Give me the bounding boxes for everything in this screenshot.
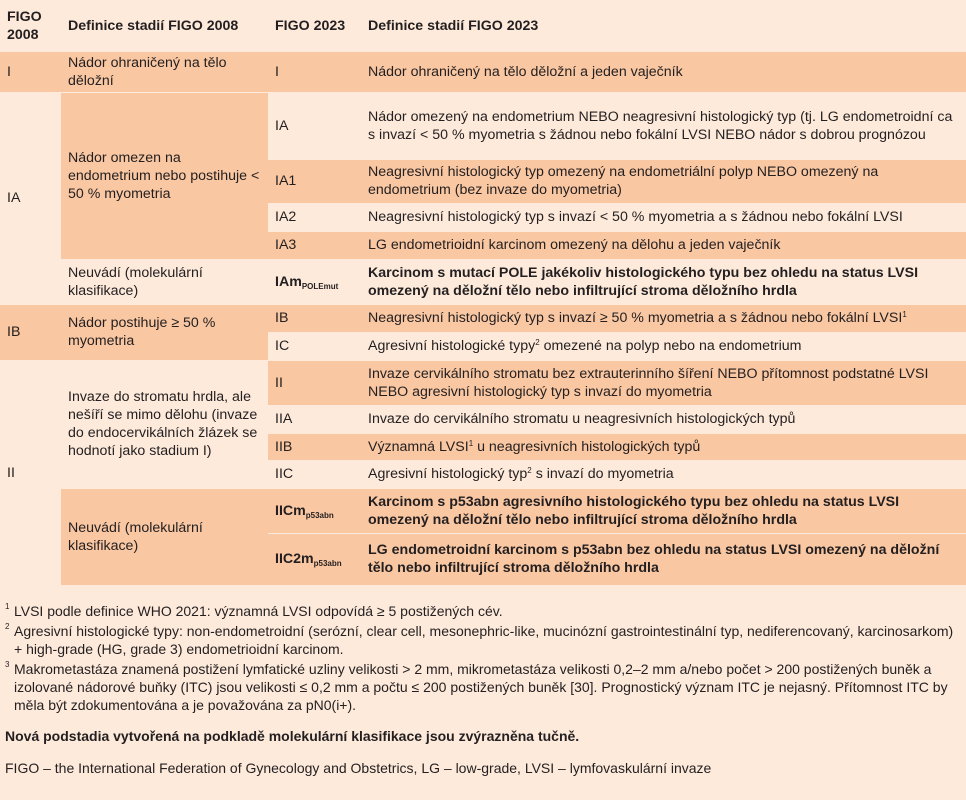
definition-2023-cell: Agresivní histologický typ$^2$ s invazí do myometria bbox=[361, 460, 966, 488]
definition-2023-cell: Karcinom s p53abn agresivního histologického typu bez ohledu na status LVSI omezený na děložní tělo nebo infiltrující stroma děložního hrdla bbox=[361, 488, 966, 533]
definition-2008-cell: Neuvádí (molekulární klasifikace) bbox=[61, 259, 268, 304]
stage-2023-cell: IC bbox=[268, 332, 361, 360]
stage-2008-cell: I bbox=[0, 52, 61, 92]
definition-2008-cell: Nádor ohraničený na tělo děložní bbox=[61, 52, 268, 92]
abbreviations: FIGO – the International Federation of Gynecology and Obstetrics, LG – low-grade, LVSI – lymfovaskulární invaze bbox=[5, 760, 712, 776]
definition-2008-cell: Neuvádí (molekulární klasifikace) bbox=[61, 488, 268, 585]
definition-2008-cell: Invaze do stromatu hrdla, ale nešíří se mimo dělohu (invaze do endocervikálních žlázek se hodnotí jako stadium I) bbox=[61, 360, 268, 488]
footnote-2: 2 Agresivní histologické typy: non-endometroidní (serózní, clear cell, mesonephric-like, mucinózní gastrointestinální typ, nediferencovaný, karcinosarkom) + high-grade (HG, grade 3) endometrioidní karcinom. bbox=[5, 622, 954, 657]
stage-2008-cell: IA bbox=[0, 92, 61, 304]
stage-2023-cell: IA3 bbox=[268, 231, 361, 259]
stage-2023-cell: IA1 bbox=[268, 159, 361, 203]
stage-2023-cell: II bbox=[268, 360, 361, 405]
header-definition-2008: Definice stadií FIGO 2008 bbox=[61, 0, 268, 52]
stage-2008-cell: II bbox=[0, 360, 61, 585]
table-row bbox=[0, 304, 966, 332]
definition-2023-cell: Neagresivní histologický typ omezený na endometriální polyp NEBO omezený na endometrium (bez invaze do myometria) bbox=[361, 159, 966, 203]
stage-2023-cell: IAm$_{POLEmut}$ bbox=[268, 259, 361, 304]
table-row bbox=[0, 52, 966, 92]
stage-2023-cell: IIA bbox=[268, 405, 361, 433]
footnote-1: 1 LVSI podle definice WHO 2021: významná LVSI odpovídá ≥ 5 postižených cév. bbox=[5, 602, 503, 619]
definition-2023-cell: Invaze do cervikálního stromatu u neagresivních histologických typů bbox=[361, 405, 966, 433]
definition-2023-cell: Nádor omezený na endometrium NEBO neagresivní histologický typ (tj. LG endometroidní ca s invazí < 50 % myometria s žádnou nebo fokální LVSI NEBO nádor s dobrou prognózou bbox=[361, 92, 966, 159]
definition-2023-cell: Významná LVSI$^1$ u neagresivních histologických typů bbox=[361, 433, 966, 460]
stage-2023-cell: IIC bbox=[268, 460, 361, 488]
definition-2008-cell: Nádor postihuje ≥ 50 % myometria bbox=[61, 304, 268, 360]
definition-2023-cell: Invaze cervikálního stromatu bez extrauterinního šíření NEBO přítomnost podstatné LVSI NEBO agresivní histologický typ s invazí do myometria bbox=[361, 360, 966, 405]
table-header-row bbox=[0, 0, 966, 52]
definition-2008-cell: Nádor omezen na endometrium nebo postihuje < 50 % myometria bbox=[61, 92, 268, 259]
stage-2023-cell: IB bbox=[268, 304, 361, 332]
definition-2023-cell: LG endometrioidní karcinom omezený na dělohu a jeden vaječník bbox=[361, 231, 966, 259]
stage-2023-cell: $IIC2m_{p53abn}$ bbox=[268, 533, 361, 585]
definition-2023-cell: Nádor ohraničený na tělo děložní a jeden vaječník bbox=[361, 52, 966, 92]
table-notes bbox=[5, 602, 963, 777]
stage-2023-cell: I bbox=[268, 52, 361, 92]
header-definition-2023: Definice stadií FIGO 2023 bbox=[361, 0, 966, 52]
table-row bbox=[0, 92, 966, 159]
definition-2023-cell: Neagresivní histologický typ s invazí < 50 % myometria a s žádnou nebo fokální LVSI bbox=[361, 203, 966, 231]
footnote-3: 3 Makrometastáza znamená postižení lymfatické uzliny velikosti > 2 mm, mikrometastáza velikosti 0,2–2 mm a/nebo počet > 200 postižených buněk a izolované nádorové buňky (ITC) jsou velikosti ≤ 0,2 mm a počtu ≤ 200 postižených buněk [30]. Prognostický význam ITC je nejasný. Přítomnost ITC by měla být zdokumentována a je považována za pN0(i+). bbox=[5, 660, 948, 713]
definition-2023-cell: Karcinom s mutací POLE jakékoliv histologického typu bez ohledu na status LVSI omezený na děložní tělo nebo infiltrující stroma děložního hrdla bbox=[361, 259, 966, 304]
stage-2023-cell: IICm$_{p53abn}$ bbox=[268, 488, 361, 533]
table-row bbox=[0, 488, 966, 533]
stage-2023-cell: IA bbox=[268, 92, 361, 159]
header-figo-2023: FIGO 2023 bbox=[268, 0, 361, 52]
header-figo-2008: FIGO 2008 bbox=[0, 0, 61, 52]
stage-2023-cell: IIB bbox=[268, 433, 361, 460]
stage-2008-cell: IB bbox=[0, 304, 61, 360]
stage-2023-cell: IA2 bbox=[268, 203, 361, 231]
table-row bbox=[0, 259, 966, 304]
definition-2023-cell: Agresivní histologické typy$^2$ omezené na polyp nebo na endometrium bbox=[361, 332, 966, 360]
table-row bbox=[0, 360, 966, 405]
definition-2023-cell: Neagresivní histologický typ s invazí ≥ 50 % myometria a s žádnou nebo fokální LVSI$^1$ bbox=[361, 304, 966, 332]
bold-note: Nová podstadia vytvořená na podkladě molekulární klasifikace jsou zvýrazněna tučně. bbox=[5, 728, 580, 744]
definition-2023-cell: LG endometroidní karcinom s p53abn bez ohledu na status LVSI omezený na děložní tělo nebo infiltrující stroma děložního hrdla bbox=[361, 533, 966, 585]
